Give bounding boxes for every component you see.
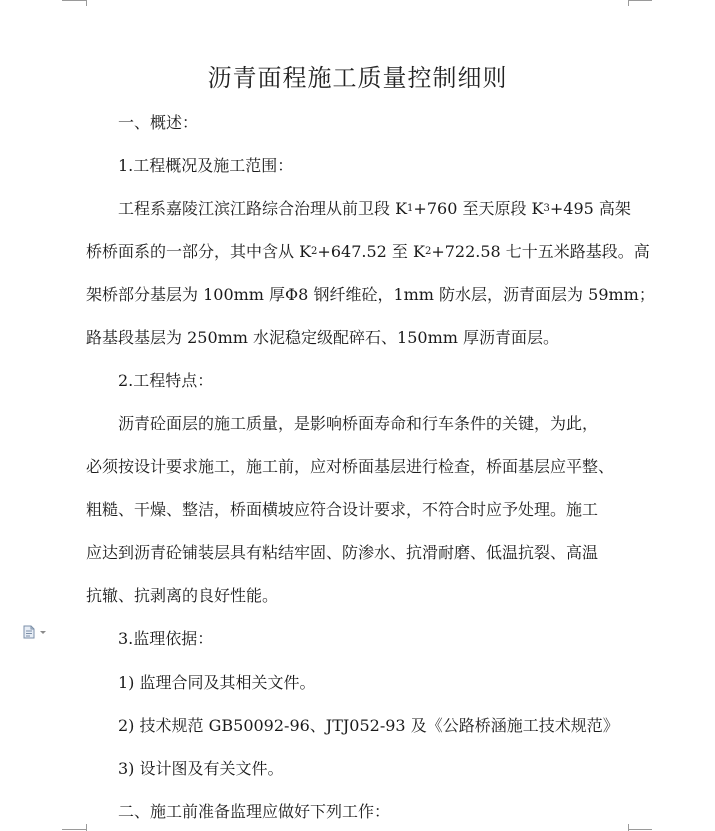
section-heading-overview: 一、概述： xyxy=(118,113,199,132)
subscript: 2 xyxy=(424,246,432,257)
subscript: 1 xyxy=(407,203,414,214)
text-run: 桥桥面系的一部分，其中含从 K xyxy=(86,242,312,261)
list-item: 3) 设计图及有关文件。 xyxy=(118,759,284,778)
paragraph-line: 应达到沥青砼铺装层具有粘结牢固、防渗水、抗滑耐磨、低温抗裂、高温 xyxy=(86,543,599,562)
crop-mark xyxy=(62,0,86,1)
text-run: +495 高架 xyxy=(549,199,631,218)
paragraph-line: 路基段基层为 250mm 水泥稳定级配碎石、150mm 厚沥青面层。 xyxy=(86,328,560,347)
paragraph-line: 必须按设计要求施工，施工前，应对桥面基层进行检查，桥面基层应平整、 xyxy=(86,457,615,476)
chevron-down-icon xyxy=(39,628,47,636)
document-icon xyxy=(22,625,36,639)
list-item: 1) 监理合同及其相关文件。 xyxy=(118,673,316,692)
paragraph-line: 抗辙、抗剥离的良好性能。 xyxy=(86,586,279,605)
text-run: +722.58 七十五米路基段。高 xyxy=(431,242,650,261)
section-heading-preparation: 二、施工前准备监理应做好下列工作： xyxy=(118,802,391,821)
subsection-heading-basis: 3.监理依据： xyxy=(118,629,214,648)
subscript: 3 xyxy=(543,203,550,214)
paragraph-options-button[interactable] xyxy=(22,625,47,639)
text-run: 工程系嘉陵江滨江路综合治理从前卫段 K xyxy=(118,199,408,218)
crop-mark xyxy=(86,824,87,831)
text-run: +647.52 至 K xyxy=(317,242,425,261)
paragraph-line xyxy=(86,241,650,263)
paragraph-line: 架桥部分基层为 100mm 厚Φ8 钢纤维砼，1mm 防水层，沥青面层为 59mm； xyxy=(86,285,655,304)
crop-mark xyxy=(86,0,87,6)
crop-mark xyxy=(628,829,652,830)
subsection-heading-features: 2.工程特点： xyxy=(118,371,214,390)
document-title: 沥青面程施工质量控制细则 xyxy=(207,64,508,92)
subsection-heading-project-overview: 1.工程概况及施工范围： xyxy=(118,156,294,175)
list-item: 2) 技术规范 GB50092-96、JTJ052-93 及《公路桥涵施工技术规范》 xyxy=(118,716,619,735)
subscript: 2 xyxy=(311,246,318,257)
crop-mark xyxy=(62,829,86,830)
paragraph-line xyxy=(118,198,631,220)
paragraph-line: 沥青砼面层的施工质量，是影响桥面寿命和行车条件的关键，为此， xyxy=(118,414,599,433)
paragraph-line: 粗糙、干燥、整洁，桥面横坡应符合设计要求，不符合时应予处理。施工 xyxy=(86,500,599,519)
text-run: +760 至天原段 K xyxy=(413,199,544,218)
crop-mark xyxy=(628,0,652,1)
